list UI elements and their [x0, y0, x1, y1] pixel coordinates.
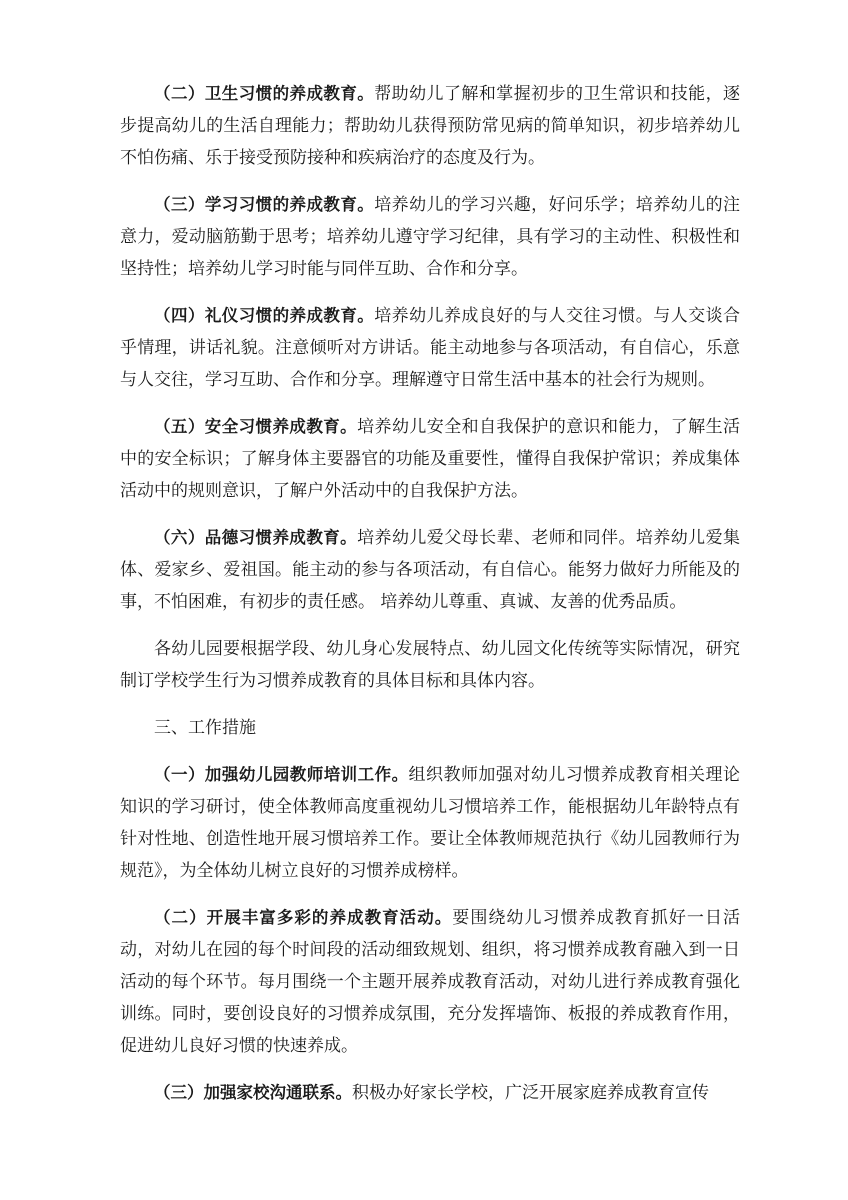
paragraph-body: 培养幼儿安全和自我保护的意识和能力，了解生活中的安全标识；了解身体主要器官的功能及重要性，懂得自我保护常识；养成集体活动中的规则意识，了解户外活动中的自我保护方法。 — [120, 417, 741, 501]
paragraph-moral-habits — [120, 522, 740, 618]
paragraph-study-habits — [120, 189, 740, 285]
paragraph-heading: （二）开展丰富多彩的养成教育活动。 — [154, 908, 453, 927]
paragraph-kindergarten-requirements — [120, 633, 740, 697]
paragraph-home-school-communication — [120, 1077, 740, 1109]
paragraph-heading: （三）加强家校沟通联系。 — [154, 1083, 352, 1102]
paragraph-heading: （二）卫生习惯的养成教育。 — [154, 84, 375, 103]
paragraph-body: 帮助幼儿了解和掌握初步的卫生常识和技能，逐步提高幼儿的生活自理能力；帮助幼儿获得预防常见病的简单知识，初步培养幼儿不怕伤痛、乐于接受预防接种和疾病治疗的态度及行为。 — [120, 84, 741, 168]
paragraph-body: 组织教师加强对幼儿习惯养成教育相关理论知识的学习研讨，使全体教师高度重视幼儿习惯培养工作，能根据幼儿年龄特点有针对性地、创造性地开展习惯培养工作。要让全体教师规范执行《幼儿园教师行为规范》，为全体幼儿树立良好的习惯养成榜样。 — [120, 765, 741, 881]
paragraph-body: 培养幼儿爱父母长辈、老师和同伴。培养幼儿爱集体、爱家乡、爱祖国。能主动的参与各项活动，有自信心。能努力做好力所能及的事，不怕困难，有初步的责任感。 培养幼儿尊重、真诚、友善的优秀品质。 — [120, 528, 741, 612]
paragraph-body: 各幼儿园要根据学段、幼儿身心发展特点、幼儿园文化传统等实际情况，研究制订学校学生行为习惯养成教育的具体目标和具体内容。 — [120, 639, 740, 691]
paragraph-body: 要围绕幼儿习惯养成教育抓好一日活动，对幼儿在园的每个时间段的活动细致规划、组织，将习惯养成教育融入到一日活动的每个环节。每月围绕一个主题开展养成教育活动，对幼儿进行养成教育强化训练。同时，要创设良好的习惯养成氛围，充分发挥墙饰、板报的养成教育作用，促进幼儿良好习惯的快速养成。 — [120, 908, 740, 1056]
paragraph-body: 积极办好家长学校，广泛开展家庭养成教育宣传 — [352, 1083, 709, 1103]
paragraph-heading: （一）加强幼儿园教师培训工作。 — [154, 765, 409, 784]
paragraph-heading: （三）学习习惯的养成教育。 — [154, 195, 375, 214]
paragraph-safety-habits — [120, 411, 740, 507]
document-page — [120, 78, 740, 1124]
paragraph-heading: （四）礼仪习惯的养成教育。 — [154, 306, 375, 325]
paragraph-hygiene-habits — [120, 78, 740, 174]
paragraph-education-activities — [120, 902, 740, 1062]
paragraph-teacher-training — [120, 759, 740, 887]
section-title-work-measures: 三、工作措施 — [154, 718, 256, 738]
paragraph-body: 培养幼儿养成良好的与人交往习惯。与人交谈合乎情理，讲话礼貌。注意倾听对方讲话。能主动地参与各项活动，有自信心，乐意与人交往，学习互助、合作和分享。理解遵守日常生活中基本的社会行为规则。 — [120, 306, 741, 390]
paragraph-body: 培养幼儿的学习兴趣，好问乐学；培养幼儿的注意力，爱动脑筋勤于思考；培养幼儿遵守学习纪律，具有学习的主动性、积极性和坚持性；培养幼儿学习时能与同伴互助、合作和分享。 — [120, 195, 741, 279]
paragraph-heading: （五）安全习惯养成教育。 — [154, 417, 358, 436]
paragraph-etiquette-habits — [120, 300, 740, 396]
paragraph-heading: （六）品德习惯养成教育。 — [154, 528, 358, 547]
